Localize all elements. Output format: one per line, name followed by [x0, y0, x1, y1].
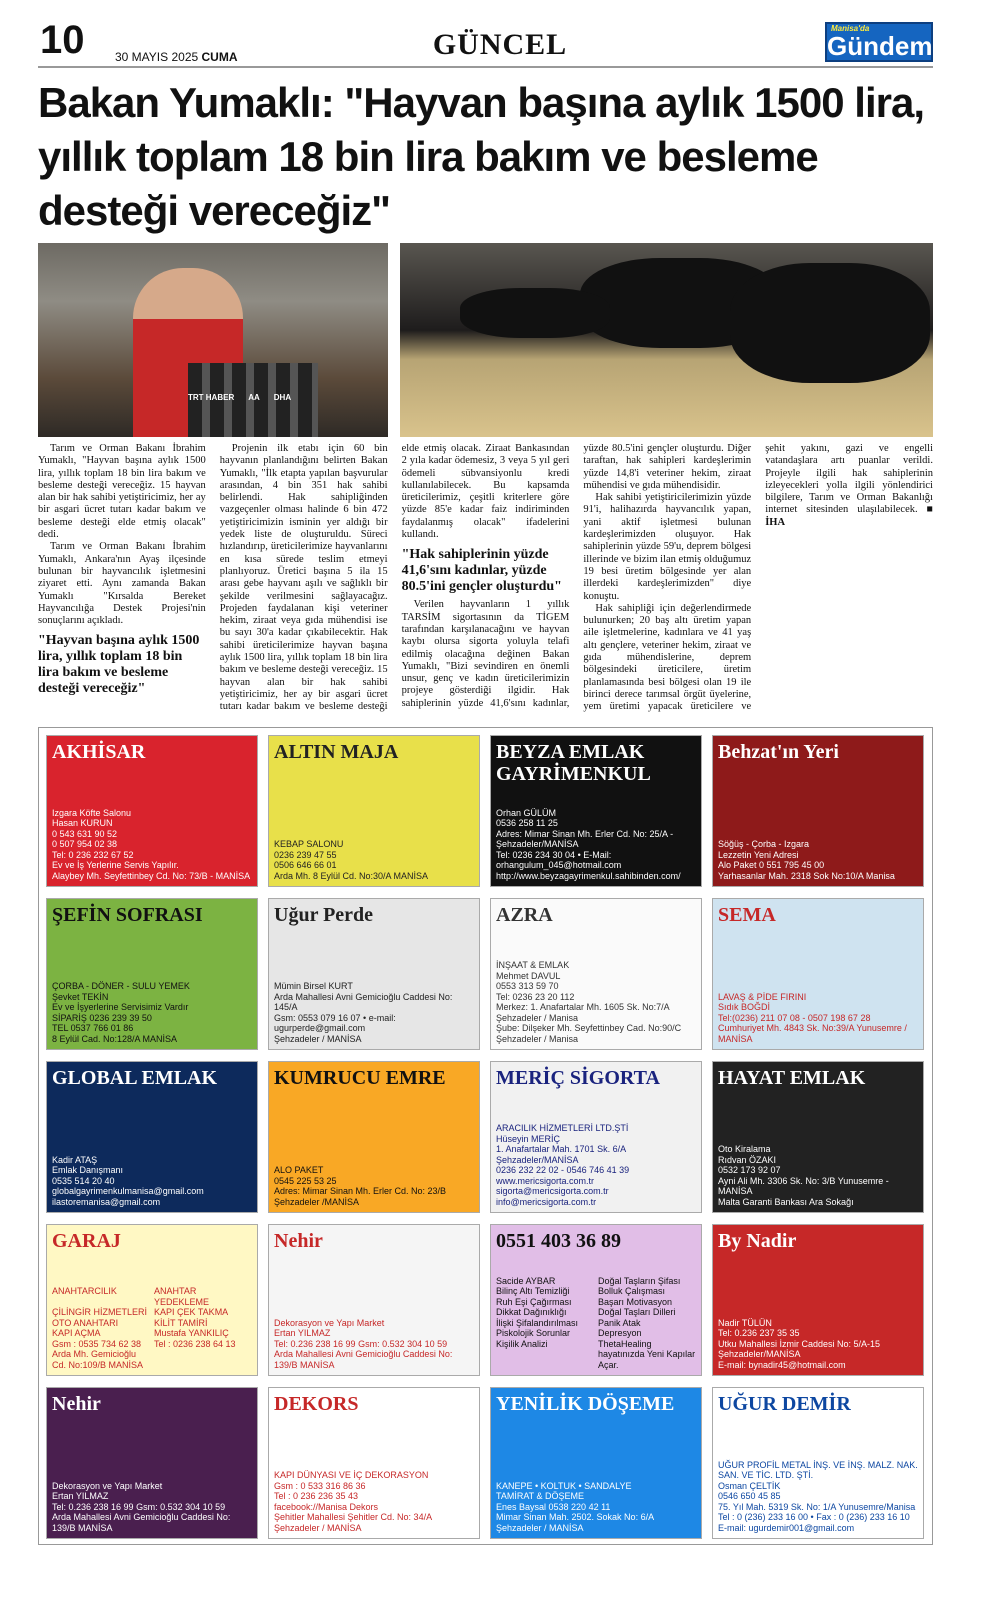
photo-cattle-feeding — [400, 243, 933, 437]
ad-line: KİLİT TAMİRİ — [154, 1317, 208, 1328]
ad-17 — [46, 1387, 258, 1539]
ad-line: http://www.beyzagayrimenkul.sahibinden.com/ — [496, 870, 681, 881]
ad-line: Orhan GÜLÜM — [496, 807, 557, 818]
ad-line: Osman ÇELTİK — [718, 1480, 781, 1491]
ad-line: info@mericsigorta.com.tr — [496, 1196, 597, 1207]
ad-line: TEL 0537 766 01 86 — [52, 1023, 134, 1033]
ad-line: SİPARİŞ 0236 239 39 50 — [52, 1012, 152, 1023]
ad-line: Alo Paket 0 551 795 45 00 — [718, 860, 825, 870]
ad-line: Söğüş - Çorba - Izgara — [718, 839, 810, 849]
ad-line: ANAHTARCILIK — [52, 1286, 117, 1296]
ad-line: Ertan YILMAZ — [52, 1491, 109, 1501]
ad-line: Şehitler Mahallesi Şehitler Cd. No: 34/A — [274, 1512, 433, 1522]
paragraph: Tarım ve Orman Bakanı İbrahim Yumaklı, "Hayvan başına aylık 1500 lira, yıllık toplam 18 bin lira bakım ve besleme desteği vereceğiz. 15 hayvan alan bir hak sahibi yetiştiricimiz, her ay bir asgari ücret tutarı kadar bakım ve besleme desteği elde etmiş olacak" dedi. — [38, 443, 206, 541]
ad-line: 0553 313 59 70 — [496, 981, 559, 991]
ad-line: Mustafa YANKILIÇ — [154, 1328, 229, 1338]
ad-title: YENİLİK DÖŞEME — [496, 1393, 675, 1415]
ad-1 — [46, 735, 258, 887]
headline: Bakan Yumaklı: "Hayvan başına aylık 1500 lira, yıllık toplam 18 bin lira bakım ve besleme desteği vereceğiz" — [38, 79, 924, 234]
ad-line: KAPI DÜNYASI VE İÇ DEKORASYON — [274, 1470, 429, 1480]
ad-line: Arda Mahallesi Avni Gemicioğlu Caddesi No: 139/B MANİSA — [274, 1349, 453, 1370]
day-text: CUMA — [201, 50, 238, 64]
ad-title: UĞUR DEMİR — [718, 1393, 851, 1415]
ad-title: ALTIN MAJA — [274, 741, 399, 763]
ad-line: 1. Anafartalar Mah. 1701 Sk. 6/A Şehzadeler/MANİSA — [496, 1144, 626, 1165]
ad-line: Nadir TÜLÜN — [718, 1317, 772, 1328]
ad-15 — [490, 1224, 702, 1376]
ad-line: KEBAP SALONU — [274, 839, 344, 849]
ad-12 — [712, 1061, 924, 1213]
ad-details — [496, 1276, 696, 1371]
ad-line: ALO PAKET — [274, 1165, 324, 1175]
newspaper-logo — [825, 22, 933, 62]
ad-title: Nehir — [52, 1393, 101, 1415]
ad-details — [496, 1123, 696, 1207]
ad-line: Bilinç Altı Temizliği — [496, 1286, 570, 1296]
ad-line: Gsm : 0 533 316 86 36 — [274, 1480, 366, 1491]
ad-details — [718, 1460, 918, 1534]
ad-title: By Nadir — [718, 1230, 797, 1252]
ad-line: Mehmet DAVUL — [496, 970, 561, 981]
ad-details — [718, 992, 918, 1045]
article-body — [38, 443, 933, 721]
ad-line: Piskolojik Sorunlar — [496, 1328, 571, 1338]
header-rule — [38, 66, 933, 68]
ad-line: KAPI ÇEK TAKMA — [154, 1307, 229, 1317]
ad-line: ThetaHealing hayatınızda Yeni Kapılar Açar. — [598, 1338, 696, 1370]
ad-line: Tel: 0.236 238 16 99 Gsm: 0.532 304 10 59 — [52, 1501, 226, 1512]
ad-line: Arda Mahallesi Avni Gemicioğlu Caddesi No: 145/A — [274, 991, 453, 1012]
ad-19 — [490, 1387, 702, 1539]
ad-line: Lezzetin Yeni Adresi — [718, 849, 799, 860]
ad-line: Doğal Taşların Şifası — [598, 1275, 681, 1286]
ad-line: Mümin Birsel KURT — [274, 981, 353, 991]
ad-details — [274, 1318, 474, 1371]
ad-line: Gsm: 0553 079 16 07 • e-mail: ugurperde@gmail.com — [274, 1012, 396, 1033]
ad-line: Tel:(0236) 211 07 08 - 0507 198 67 28 — [718, 1012, 871, 1023]
ad-line: Ev ve İş Yerlerine Servis Yapılır. — [52, 860, 179, 870]
ad-line: Utku Mahallesi İzmir Caddesi No: 5/A-15 Şehzadeler/MANİSA — [718, 1338, 881, 1359]
ad-18 — [268, 1387, 480, 1539]
ad-title: AKHİSAR — [52, 741, 146, 763]
ad-line: 0236 232 22 02 - 0546 746 41 39 — [496, 1165, 630, 1175]
ad-line: Malta Garanti Bankası Ara Sokağı — [718, 1196, 854, 1207]
ad-line: TAMİRAT & DÖŞEME — [496, 1491, 585, 1501]
ad-line: ÇİLİNGİR HİZMETLERİ — [52, 1307, 148, 1317]
paragraph: Hak sahibi yetiştiricilerimizin yüzde 91'i, halihazırda hayvancılık yapan, yani aktif işletmesi bulunan kardeşlerimizden oluşuyor. Hak sahiplerinin yüzde 59'u, deprem bölgesi illerinde ve bizim ilan etmiş olduğumuz 19 besi üretim bölgesinde yer alan illerdeki kardeşlerimizden" diye konuştu. — [583, 492, 752, 602]
ad-line: ARACILIK HİZMETLERİ LTD.ŞTİ — [496, 1123, 629, 1133]
ad-line: Sıdık BOĞDİ — [718, 1002, 771, 1012]
ad-line: Kişilik Analizi — [496, 1338, 548, 1349]
ad-line: Rıdvan ÖZAKI — [718, 1154, 777, 1165]
ad-line: Cumhuriyet Mh. 4843 Sk. No:39/A Yunusemre / MANİSA — [718, 1023, 907, 1044]
cattle — [730, 263, 930, 383]
ad-line: Şehzadeler / MANİSA — [274, 1522, 362, 1533]
ad-title: MERİÇ SİGORTA — [496, 1067, 660, 1089]
ad-13 — [46, 1224, 258, 1376]
ad-2 — [268, 735, 480, 887]
ad-title: BEYZA EMLAK GAYRİMENKUL — [496, 741, 651, 785]
ad-line: Emlak Danışmanı — [52, 1165, 124, 1175]
paragraph: Tarım ve Orman Bakanı İbrahim Yumaklı, Ankara'nın Ayaş ilçesinde bulunan bir hayvancılık işletmesini ziyaret etti. Aynı zamanda Bakan Yumaklı "Kırsalda Bereket Hayvancılığa Destek Projesi'nin sonuçlarını açıkladı. — [38, 541, 206, 627]
ad-line: 75. Yıl Mah. 5319 Sk. No: 1/A Yunusemre/Manisa — [718, 1501, 916, 1512]
ad-line: Hüseyin MERİÇ — [496, 1133, 561, 1144]
ad-line: Doğal Taşları Dilleri — [598, 1307, 676, 1317]
ad-line: Bolluk Çalışması — [598, 1286, 666, 1296]
ad-line: Sacide AYBAR — [496, 1275, 556, 1286]
ad-line: 0545 225 53 25 — [274, 1175, 337, 1186]
ad-details — [274, 1165, 474, 1207]
ad-line: Tel: 0.236 238 16 99 Gsm: 0.532 304 10 59 — [274, 1338, 448, 1349]
ad-title: GARAJ — [52, 1230, 121, 1252]
section-title: GÜNCEL — [432, 28, 568, 61]
ad-details — [496, 808, 696, 882]
ad-line: 0535 514 20 40 — [52, 1175, 115, 1186]
ad-5 — [46, 898, 258, 1050]
ad-line: Arda Mahallesi Avni Gemicioğlu Caddesi No: 139/B MANİSA — [52, 1512, 231, 1533]
ad-line: 8 Eylül Cad. No:128/A MANİSA — [52, 1033, 178, 1044]
ad-details — [718, 1144, 918, 1207]
ad-8 — [712, 898, 924, 1050]
ad-line: Enes Baysal 0538 220 42 11 — [496, 1501, 611, 1512]
logo-top: Manisa'da — [831, 24, 870, 33]
ad-line: Arda Mh. 8 Eylül Cd. No:30/A MANİSA — [274, 870, 429, 881]
ad-title: KUMRUCU EMRE — [274, 1067, 446, 1089]
ad-line: Şehzadeler /MANİSA — [274, 1196, 360, 1207]
ad-line: Depresyon — [598, 1328, 642, 1338]
ad-line: Merkez: 1. Anafartalar Mh. 1605 Sk. No:7/A Şehzadeler / Manisa — [496, 1002, 670, 1023]
ad-line: Başarı Motivasyon — [598, 1296, 673, 1307]
ad-line: Adres: Mimar Sinan Mh. Erler Cd. No: 23/B — [274, 1186, 447, 1196]
ad-line: Tel: 0 236 232 67 52 — [52, 849, 134, 860]
mic-label: DHA — [273, 393, 292, 402]
ad-line: Yarhasanlar Mah. 2318 Sok No:10/A Manisa — [718, 870, 895, 881]
ad-line: sigorta@mericsigorta.com.tr — [496, 1186, 609, 1196]
ad-line: UĞUR PROFİL METAL İNŞ. VE İNŞ. MALZ. NAK. SAN. VE TİC. LTD. ŞTİ. — [718, 1459, 918, 1480]
ad-line: Tel: 0.236 237 35 35 — [718, 1328, 800, 1338]
ad-title: HAYAT EMLAK — [718, 1067, 866, 1089]
ad-line: E-mail: ugurdemir001@gmail.com — [718, 1522, 855, 1533]
ad-line: ÇORBA - DÖNER - SULU YEMEK — [52, 981, 190, 991]
ad-line: KANEPE • KOLTUK • SANDALYE — [496, 1480, 632, 1491]
ad-line: OTO ANAHTARI — [52, 1317, 119, 1328]
ad-3 — [490, 735, 702, 887]
paragraph-text: Hak sahipliği için değerlendirmede bulunurken; 20 baş altı üretim yapan aile işletmelerine, kadınlara ve 41 yaş altı gençlere, veteriner hekim, ziraat ve gıda mühendislerine, deprem bölgesindeki üreticilere, üretim planlamasında besi bölgesi olan 19 ile birinci derece tarımsal örgüt üyelerine, yem üretimi yapacak üreticilere ve şehit yakını, gazi ve engelli vatandaşlara artı puanlar verildi. Projeyle ilgili hak sahiplerinin izleyecekleri yolla ilgili yönlendirici bilgilere, Tarım ve Orman Bakanlığı internet sitesinden ulaşılabilecek. — [583, 443, 933, 713]
ad-line: Ayni Ali Mh. 3306 Sk. No: 3/B Yunusemre - MANİSA — [718, 1175, 889, 1196]
ad-4 — [712, 735, 924, 887]
ad-11 — [490, 1061, 702, 1213]
paragraph: Projenin ilk etabı için 60 bin hayvanın planlandığını belirten Bakan Yumaklı, "İlk etapta yapılan başvurular arasından, 4 bin 351 hak sahibi belirlendi. Hak sahipliğinden vazgeçenler olması halinde 6 bin 472 yetiştiricimizin isminin yer aldığı bir yedek liste de oluşturuldu. Süreci hızlandırıp, üreticilerimize hayvanlarını en kısa sürede teslim etmeyi planlıyoruz. Üretici başına 5 ila 15 arası gebe hayvanı aşılı ve sağlıklı bir şekilde verilmesini sağlayacağız. Projeden faydalanan kişi veteriner hekim, ziraat veya gıda mühendisi ise bu sayı 30'a kadar çıkabilecektir. Hak sahibi üreticilerimize hayvan başına aylık 1500 lira, yıllık toplam 18 bin lira bakım ve besleme desteği vereceğiz. 15 hayvan alan bir hak sahibi yetiştiricimiz, her ay bir asgari ücret tutarı kadar bakım ve besleme desteği elde etmiş olacak. Ziraat Bankasından 2 yıla kadar ödemesiz, 3 veya 5 yıl geri ödemeli sübvansiyonlu kredi kullanılabilecek. Bu kapsamda üreticilerimiz, çeşitli kriterlere göre yüzde 85'e kadar faiz indiriminden faydalanmış olacak" ifadelerini kullandı. — [219, 443, 570, 713]
ad-16 — [712, 1224, 924, 1376]
ad-line: Ruh Eşi Çağırması — [496, 1296, 572, 1307]
subheading: "Hayvan başına aylık 1500 lira, yıllık toplam 18 bin lira bakım ve besleme desteği vereceğiz" — [38, 633, 200, 697]
ad-line: Kadir ATAŞ — [52, 1154, 98, 1165]
ad-line: Ev ve İşyerlerine Servisimiz Vardır — [52, 1002, 189, 1012]
ad-line: Tel : 0 236 236 35 43 — [274, 1491, 359, 1501]
ad-line: Mimar Sinan Mah. 2502. Sokak No: 6/A Şehzadeler / MANİSA — [496, 1512, 654, 1533]
ad-title: ŞEFİN SOFRASI — [52, 904, 203, 926]
ad-line: Hasan KURUN — [52, 818, 113, 828]
ad-line: E-mail: bynadir45@hotmail.com — [718, 1359, 846, 1370]
ad-title: DEKORS — [274, 1393, 359, 1415]
ad-line: Dekorasyon ve Yapı Market — [274, 1317, 385, 1328]
subheading: "Hak sahiplerinin yüzde 41,6'sını kadınlar, yüzde 80.5'ini gençler oluşturdu" — [401, 547, 562, 595]
ad-title: 0551 403 36 89 — [496, 1230, 621, 1252]
cattle — [460, 288, 610, 338]
ad-line: İNŞAAT & EMLAK — [496, 960, 570, 970]
ad-line: Şehzadeler / MANİSA — [274, 1033, 362, 1044]
ad-line: globalgayrimenkulmanisa@gmail.com — [52, 1186, 204, 1196]
logo-text: Gündem — [827, 31, 933, 61]
ad-line: ANAHTAR YEDEKLEME — [154, 1286, 210, 1307]
paragraph: Verilen hayvanların 1 yıllık TARSİM sigortasının da TİGEM tarafından karşılanacağını ve hayvan kaybı olursa sigorta yoluyla telafi edilmiş olacağına değinen Bakan Yumaklı, "Bizi sevindiren en önemli unsur, genç ve kadın üreticilerimizin projeye gösterdiği ilgidir. Hak sahiplerinin yüzde 41,6'sını kadınlar, yüzde 80.5'ini gençler oluşturdu. Diğer taraftan, hak sahipleri kardeşlerimin yüzde 14,8'i veteriner hekim, ziraat mühendisi ve gıda mühendisidir. — [401, 443, 752, 709]
ad-line: Panik Atak — [598, 1317, 641, 1328]
ad-details — [274, 839, 474, 881]
ad-7 — [490, 898, 702, 1050]
ad-line: ilastoremanisa@gmail.com — [52, 1196, 161, 1207]
ad-line: Dikkat Dağınıklığı — [496, 1307, 567, 1317]
ad-title: Nehir — [274, 1230, 323, 1252]
ad-line: 0 543 631 90 52 — [52, 828, 118, 839]
ad-details — [496, 1481, 696, 1534]
ad-line: Adres: Mimar Sinan Mh. Erler Cd. No: 25/A - Şehzadeler/MANİSA — [496, 828, 674, 849]
ad-14 — [268, 1224, 480, 1376]
ad-details — [274, 981, 474, 1044]
ad-line: KAPI AÇMA — [52, 1328, 101, 1338]
ad-line: LAVAŞ & PİDE FIRINI — [718, 991, 807, 1002]
ad-details — [52, 808, 252, 882]
ad-line: Tel: 0236 234 30 04 • E-Mail: orhangulum_045@hotmail.com — [496, 849, 622, 870]
photo-minister-press — [38, 243, 388, 437]
source-credit: ■ İHA — [765, 504, 933, 528]
ad-line: 0236 239 47 55 — [274, 849, 337, 860]
ad-details — [52, 1481, 252, 1534]
date-text: 30 MAYIS 2025 — [115, 50, 199, 64]
ad-line: 0546 650 45 85 — [718, 1491, 781, 1501]
ad-details — [496, 960, 696, 1044]
ad-details — [718, 839, 918, 881]
ad-line: Tel : 0236 238 64 13 — [154, 1338, 236, 1349]
ad-title: Behzat'ın Yeri — [718, 741, 839, 763]
ad-line: Tel: 0236 23 20 112 — [496, 991, 575, 1002]
ad-line: 0536 258 11 25 — [496, 818, 558, 828]
ad-line: www.mericsigorta.com.tr — [496, 1175, 595, 1186]
ad-details — [52, 1155, 252, 1208]
ad-9 — [46, 1061, 258, 1213]
ad-6 — [268, 898, 480, 1050]
ad-line: Tel : 0 (236) 233 16 00 • Fax : 0 (236) 233 16 10 — [718, 1512, 910, 1522]
ad-20 — [712, 1387, 924, 1539]
ad-line: 0532 173 92 07 — [718, 1165, 781, 1175]
ad-line: Izgara Köfte Salonu — [52, 807, 132, 818]
ad-line: Dekorasyon ve Yapı Market — [52, 1480, 163, 1491]
ad-line: Oto Kiralama — [718, 1144, 771, 1154]
ad-line: Arda Mh. Gemicioğlu Cd. No:109/B MANİSA — [52, 1349, 144, 1370]
ad-line: İlişki Şifalandırılması — [496, 1317, 579, 1328]
ad-title: Uğur Perde — [274, 904, 374, 926]
ad-line: Alaybey Mh. Seyfettinbey Cd. No: 73/B - MANİSA — [52, 870, 251, 881]
mic-label: AA — [248, 393, 260, 402]
ad-line: Şube: Dilşeker Mh. Seyfettinbey Cad. No:90/C Şehzadeler / Manisa — [496, 1023, 682, 1044]
ad-line: facebook://Manisa Dekors — [274, 1501, 379, 1512]
ad-title: SEMA — [718, 904, 776, 926]
ad-line: Şevket TEKİN — [52, 991, 109, 1002]
issue-date — [115, 50, 238, 64]
ad-line: 0506 646 66 01 — [274, 860, 337, 870]
mic-label: TRT HABER — [188, 393, 235, 402]
ad-details — [718, 1318, 918, 1371]
ad-10 — [268, 1061, 480, 1213]
ads-grid — [46, 735, 926, 1539]
ad-line: 0 507 954 02 38 — [52, 839, 118, 849]
ad-title: GLOBAL EMLAK — [52, 1067, 218, 1089]
ad-title: AZRA — [496, 904, 553, 926]
page-number: 10 — [40, 18, 85, 62]
ad-line: Gsm : 0535 734 62 38 — [52, 1338, 142, 1349]
ad-details — [274, 1470, 474, 1533]
ad-line: Ertan YILMAZ — [274, 1328, 331, 1338]
ad-details — [52, 1286, 252, 1370]
ad-details — [52, 981, 252, 1044]
